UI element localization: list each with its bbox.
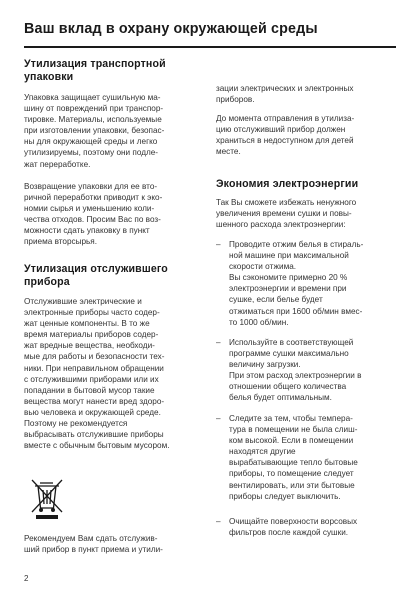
- text-line: электроэнергии и времени при: [229, 284, 347, 294]
- text-line: при изготовлении упаковки, безопас-: [24, 126, 165, 136]
- text-line: скорости отжима.: [229, 262, 297, 272]
- heading-line: Утилизация отслужившего: [24, 263, 168, 275]
- text-line: Возвращение упаковки для ее вто-: [24, 182, 158, 191]
- page-title: Ваш вклад в охрану окружающей среды: [24, 21, 318, 37]
- text-line: отношении общего количества: [229, 382, 347, 392]
- old-appliance-paragraph: [24, 296, 170, 451]
- text-line: шенного расхода электроэнергии:: [216, 220, 346, 230]
- text-line: Следите за тем, чтобы темпера-: [229, 414, 353, 423]
- text-line: сушке, если белье будет: [229, 295, 323, 305]
- text-line: утилизируемы, поэтому они подле-: [24, 148, 159, 158]
- text-line: попадании в бытовой мусор такие: [24, 385, 155, 395]
- text-line: тировке. Материалы, используемые: [24, 115, 162, 125]
- bullet-dash: –: [216, 517, 221, 526]
- text-line: жат ценные компоненты. В то же: [24, 319, 150, 329]
- text-line: электронные приборы часто содер-: [24, 308, 160, 318]
- text-line: приборов.: [216, 95, 255, 105]
- text-line: выбрасывать отслужившие приборы: [24, 430, 164, 440]
- text-line: вещества могут нанести вред здоро-: [24, 396, 165, 406]
- energy-heading: Экономия электроэнергии: [216, 178, 359, 190]
- heading-line: Утилизация транспортной: [24, 58, 166, 70]
- text-line: Отслужившие электрические и: [24, 297, 142, 306]
- text-line: До момента отправления в утилиза-: [216, 114, 355, 123]
- text-line: белья будет оптимальным.: [229, 393, 332, 403]
- text-line: зации электрических и электронных: [216, 84, 354, 93]
- text-line: Так Вы сможете избежать ненужного: [216, 198, 357, 207]
- text-line: жат переработке.: [24, 159, 91, 169]
- text-line: ший прибор в пункт приема и утили-: [24, 545, 163, 555]
- text-line: ком высокой. Если в помещении: [229, 436, 354, 446]
- bullet-dash: –: [216, 414, 221, 423]
- text-line: то 1000 об/мин.: [229, 317, 289, 327]
- text-line: приборы следует выключить.: [229, 491, 341, 501]
- text-line: ной машине при максимальной: [229, 251, 349, 261]
- text-line: с отслужившими приборами или их: [24, 374, 159, 384]
- text-line: Очищайте поверхности ворсовых: [229, 517, 358, 526]
- text-line: Поэтому не рекомендуется: [24, 419, 128, 429]
- text-line: приборы, то помещение следует: [229, 469, 354, 479]
- text-line: вентилировать, или эти бытовые: [229, 480, 355, 490]
- text-line: шину от повреждений при транспор-: [24, 104, 164, 114]
- text-line: находятся другие: [229, 447, 296, 457]
- text-line: увеличения времени сушки и повы-: [216, 209, 352, 219]
- text-line: ники. При неправильном обращении: [24, 363, 164, 373]
- text-line: программе сушки максимально: [229, 349, 349, 359]
- text-line: тура в помещении не была слиш-: [229, 425, 358, 435]
- bullet-dash: –: [216, 338, 221, 347]
- storage-paragraph: [216, 113, 354, 157]
- text-line: чества отходов. Просим Вас по воз-: [24, 215, 161, 225]
- text-line: приема вторсырья.: [24, 237, 98, 247]
- packaging-heading: [24, 58, 166, 85]
- text-line: можности сдать упаковку в пункт: [24, 226, 150, 236]
- text-line: Проводите отжим белья в стираль-: [229, 240, 364, 249]
- continuation-paragraph: [216, 83, 353, 105]
- text-line: вместе с обычным бытовым мусором.: [24, 441, 170, 451]
- crossed-out-wheelie-bin-icon: [28, 476, 66, 520]
- packaging-paragraph: [24, 92, 164, 170]
- text-line: Упаковка защищает сушильную ма-: [24, 93, 161, 102]
- page-number: 2: [24, 574, 29, 583]
- recommendation-paragraph: [24, 533, 163, 555]
- text-line: Используйте в соответствующей: [229, 338, 354, 347]
- text-line: месте.: [216, 147, 241, 157]
- text-line: вырабатывающие тепло бытовые: [229, 458, 358, 468]
- old-appliance-heading: [24, 263, 168, 290]
- packaging-return-paragraph: [24, 181, 162, 248]
- energy-intro: [216, 197, 356, 230]
- text-line: Вы сэкономите примерно 20 %: [229, 273, 348, 283]
- text-line: вью человека и окружающей среде.: [24, 407, 161, 417]
- heading-line: упаковки: [24, 71, 74, 84]
- text-line: мые для работы и безопасности тех-: [24, 352, 165, 362]
- text-line: При этом расход электроэнергии в: [229, 371, 362, 381]
- text-line: ричной переработки приводит к эко-: [24, 193, 163, 203]
- text-line: ны для окружающей среды и легко: [24, 137, 158, 147]
- text-line: Рекомендуем Вам сдать отслужив-: [24, 534, 158, 543]
- text-line: номии сырья и уменьшению коли-: [24, 204, 155, 214]
- text-line: отжиматься при 1600 об/мин вмес-: [229, 306, 363, 316]
- text-line: храниться в недоступном для детей: [216, 136, 354, 146]
- text-line: величину загрузки.: [229, 360, 301, 370]
- heading-line: прибора: [24, 276, 70, 289]
- text-line: цию отслуживший прибор должен: [216, 125, 346, 135]
- text-line: фильтров после каждой сушки.: [229, 528, 349, 538]
- title-rule: [24, 46, 396, 48]
- text-line: жат вредные вещества, необходи-: [24, 341, 155, 351]
- text-line: время материалы приборов содер-: [24, 330, 159, 340]
- bullet-dash: –: [216, 240, 221, 249]
